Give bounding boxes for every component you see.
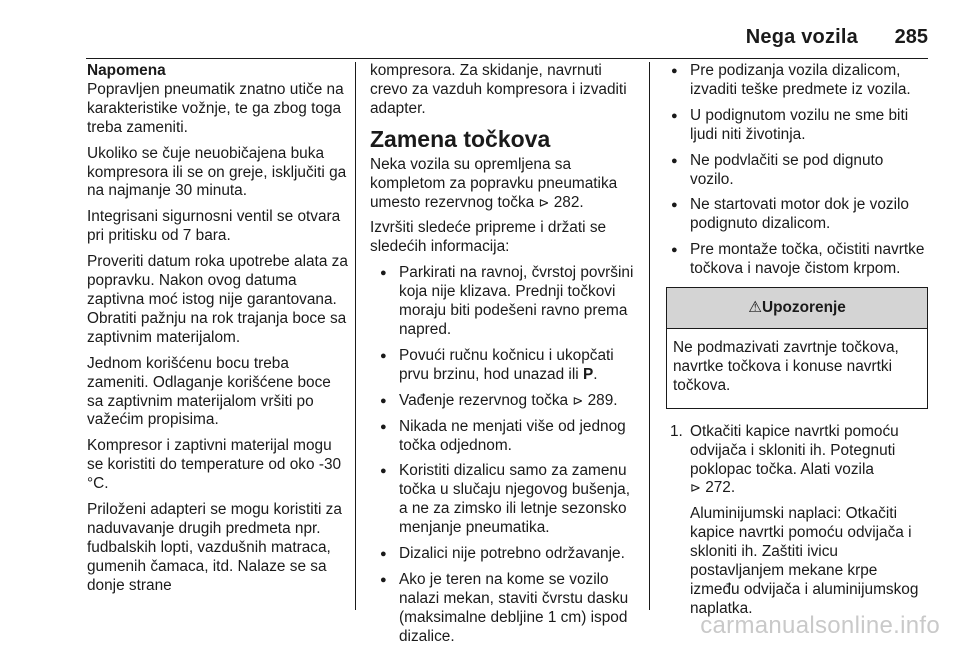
list-item-text: Povući ručnu kočnicu i ukopčati prvu brzinu, hod unazad ili xyxy=(399,346,614,383)
list-item: ● Dizalici nije potrebno održavanje. xyxy=(370,545,636,564)
column-divider-1 xyxy=(355,62,356,610)
cross-reference-link[interactable]: 282. xyxy=(553,193,584,211)
page-header xyxy=(0,0,960,58)
list-item-text: Vađenje rezervnog točka xyxy=(399,391,569,409)
step-item xyxy=(666,423,928,619)
step-text-body: Otkačiti kapice navrtki pomoću odvijača i skloniti ih. Potegnuti poklopac točka. Alati vozila xyxy=(690,422,899,478)
paragraph: Priloženi adapteri se mogu koristiti za naduvavanje drugih predmeta npr. fudbalskih lopti, vazdušnih matraca, gumenih čamaca, itd. Nalaze se sa donje strane xyxy=(87,501,342,594)
column-3 xyxy=(666,62,928,626)
step-subparagraph: Aluminijumski naplaci: Otkačiti kapice navrtki pomoću odvijača i skloniti ih. Zaštiti ivicu postavljanjem mekane krpe između odvijača i aluminijumskog naplatka. xyxy=(690,505,919,617)
column-2 xyxy=(370,62,636,654)
period: . xyxy=(593,365,598,383)
warning-header xyxy=(667,288,927,329)
section-heading: Zamena točkova xyxy=(370,125,551,152)
column-divider-2 xyxy=(649,62,650,610)
warning-box xyxy=(666,287,928,409)
cross-reference-arrow-icon: ⊳ xyxy=(538,194,550,210)
paragraph: kompresora. Za skidanje, navrnuti crevo za vazduh kompresora i izvaditi adapter. xyxy=(370,62,627,117)
list-item: ● U podignutom vozilu ne sme biti ljudi niti životinja. xyxy=(666,107,928,145)
cross-reference-arrow-icon: ⊳ xyxy=(572,392,584,408)
safety-list xyxy=(666,62,928,279)
list-item: ● Parkirati na ravnoj, čvrstoj površini koja nije klizava. Prednji točkovi moraju biti podešeni ravno prema napred. xyxy=(370,264,636,340)
precaution-list xyxy=(370,264,636,646)
cross-reference-link[interactable]: 289. xyxy=(587,391,618,409)
page-number: 285 xyxy=(894,26,928,48)
warning-text: Ne podmazivati zavrtnje točkova, navrtke točkova i konuse navrtki točkova. xyxy=(673,338,899,394)
step-number: 1. xyxy=(670,422,683,440)
section-title: Nega vozila xyxy=(745,26,858,48)
paragraph: Integrisani sigurnosni ventil se otvara pri pritisku od 7 bara. xyxy=(87,208,341,245)
header-divider xyxy=(86,58,928,59)
paragraph-text: Neka vozila su opremljena sa kompletom za popravku pneumatika umesto rezervnog točka xyxy=(370,155,618,211)
paragraph: Ukoliko se čuje neuobičajena buka kompresora ili se on greje, isključiti ga na najmanje 30 minuta. xyxy=(87,144,347,200)
paragraph: Jednom korišćenu bocu treba zameniti. Odlaganje korišćene boce sa zaptivnim materijalom vršiti po važećim propisima. xyxy=(87,354,331,429)
list-item xyxy=(370,392,636,411)
cross-reference-link[interactable]: 272. xyxy=(705,479,736,497)
warning-triangle-icon: ⚠ xyxy=(748,299,762,317)
note-title: Napomena xyxy=(87,62,166,79)
list-item: ● Koristiti dizalicu samo za zamenu točka u slučaju njegovog bušenja, a ne za zimsko ili letnje sezonsko menjanje pneumatika. xyxy=(370,462,636,538)
paragraph: Izvršiti sledeće pripreme i držati se sledećih informacija: xyxy=(370,219,607,256)
list-item: ● Ne startovati motor dok je vozilo podignuto dizalicom. xyxy=(666,196,928,234)
step-text xyxy=(690,423,928,499)
gear-indicator: P xyxy=(582,365,594,383)
list-item: ● Ako je teren na kome se vozilo nalazi mekan, staviti čvrstu dasku (maksimalne debljine 1 cm) ispod dizalice. xyxy=(370,571,636,647)
watermark: carmanualsonline.info xyxy=(700,612,940,639)
list-item xyxy=(370,347,636,385)
list-item: ● Ne podvlačiti se pod dignuto vozilo. xyxy=(666,152,928,190)
list-item: ● Pre podizanja vozila dizalicom, izvaditi teške predmete iz vozila. xyxy=(666,62,928,100)
paragraph: Proveriti datum roka upotrebe alata za popravku. Nakon ovog datuma zaptivna moć istog nije garantovana. Obratiti pažnju na rok trajanja boce sa zaptivnim materijalom. xyxy=(87,253,348,346)
steps-list xyxy=(666,423,928,619)
list-item: ● Pre montaže točka, očistiti navrtke točkova i navoje čistom krpom. xyxy=(666,241,928,279)
paragraph: Popravljen pneumatik znatno utiče na karakteristike vožnje, te ga zbog toga treba zameniti. xyxy=(87,80,344,136)
paragraph xyxy=(370,156,636,213)
cross-reference-arrow-icon: ⊳ xyxy=(690,480,701,496)
warning-title: Upozorenje xyxy=(762,299,846,317)
column-1 xyxy=(87,62,349,603)
paragraph: Kompresor i zaptivni materijal mogu se koristiti do temperature od oko -30 °C. xyxy=(87,437,342,493)
list-item: ● Nikada ne menjati više od jednog točka odjednom. xyxy=(370,418,636,456)
